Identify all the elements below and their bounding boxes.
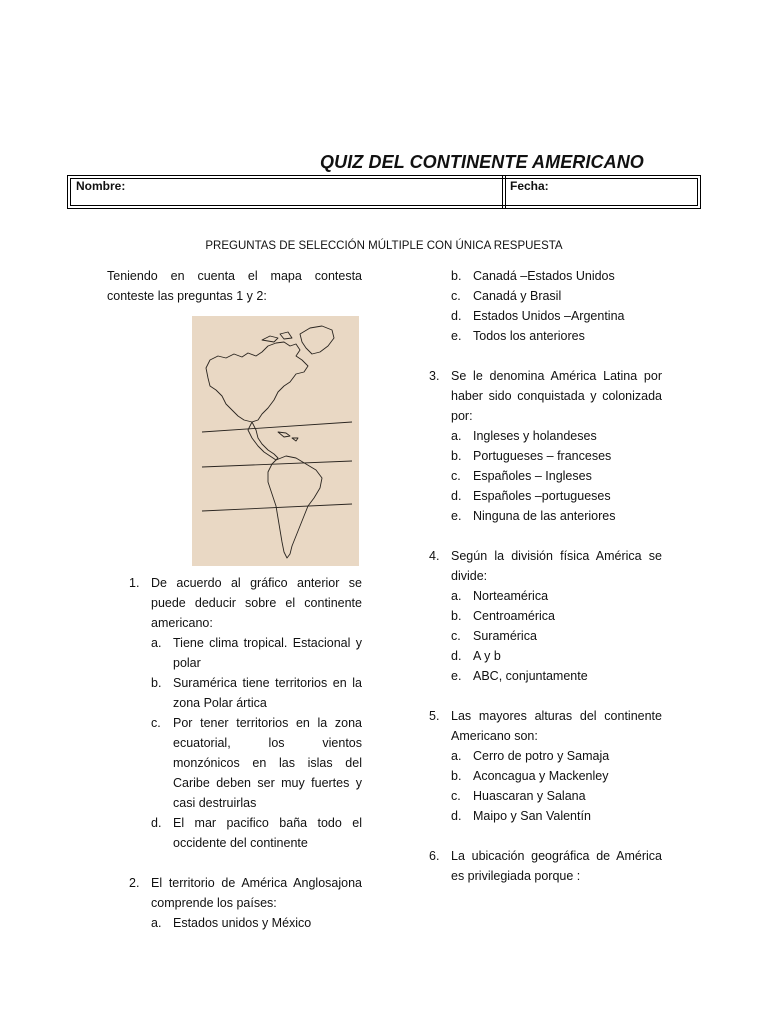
spacer xyxy=(429,526,662,546)
option-text: Estados Unidos –Argentina xyxy=(473,309,625,323)
question-4-options xyxy=(429,586,662,686)
option-text: Españoles – Ingleses xyxy=(473,469,592,483)
question-3-stem xyxy=(429,366,662,426)
option-letter: e. xyxy=(451,509,462,523)
option-c[interactable] xyxy=(451,626,662,646)
question-text: La ubicación geográfica de América es privilegiada porque : xyxy=(451,849,662,883)
question-4-stem xyxy=(429,546,662,586)
option-text: Estados unidos y México xyxy=(173,916,312,930)
option-text: ABC, conjuntamente xyxy=(473,669,588,683)
question-5-options xyxy=(429,746,662,826)
question-number: 1. xyxy=(129,576,140,590)
option-text: Norteamérica xyxy=(473,589,549,603)
question-number: 3. xyxy=(429,369,440,383)
option-letter: b. xyxy=(151,676,162,690)
header-inner-border xyxy=(70,178,698,206)
question-number: 2. xyxy=(129,876,140,890)
option-letter: b. xyxy=(451,769,462,783)
quiz-title: QUIZ DEL CONTINENTE AMERICANO xyxy=(320,152,644,172)
option-letter: d. xyxy=(451,649,462,663)
option-letter: b. xyxy=(451,269,462,283)
question-6-stem xyxy=(429,846,662,886)
option-letter: a. xyxy=(451,749,462,763)
option-b[interactable] xyxy=(451,766,662,786)
option-a[interactable] xyxy=(451,426,662,446)
question-text: De acuerdo al gráfico anterior se puede deducir sobre el continente americano: xyxy=(151,576,362,630)
question-text: Las mayores alturas del continente Americano son: xyxy=(451,709,662,743)
option-letter: c. xyxy=(451,629,461,643)
option-letter: d. xyxy=(451,489,462,503)
option-letter: d. xyxy=(451,309,462,323)
question-5 xyxy=(429,706,662,826)
header-table xyxy=(67,175,701,209)
name-label: Nombre: xyxy=(76,179,126,193)
option-b[interactable] xyxy=(451,266,662,286)
question-2-stem xyxy=(129,873,362,913)
option-text: Canadá –Estados Unidos xyxy=(473,269,615,283)
option-d[interactable] xyxy=(451,486,662,506)
option-text: Centroamérica xyxy=(473,609,555,623)
option-b[interactable] xyxy=(451,446,662,466)
option-text: Ingleses y holandeses xyxy=(473,429,597,443)
option-letter: a. xyxy=(151,916,162,930)
option-letter: a. xyxy=(451,429,462,443)
spacer xyxy=(429,346,662,366)
option-e[interactable] xyxy=(451,326,662,346)
option-letter: d. xyxy=(151,816,162,830)
option-letter: c. xyxy=(151,716,161,730)
intro-block xyxy=(107,266,362,306)
option-d[interactable] xyxy=(451,646,662,666)
question-text: El territorio de América Anglosajona comprende los países: xyxy=(151,876,362,910)
section-title: PREGUNTAS DE SELECCIÓN MÚLTIPLE CON ÚNICA RESPUESTA xyxy=(205,240,563,252)
question-1 xyxy=(129,573,362,853)
option-letter: b. xyxy=(451,449,462,463)
option-d[interactable] xyxy=(151,813,362,853)
question-text: Según la división física América se divide: xyxy=(451,549,662,583)
option-letter: a. xyxy=(451,589,462,603)
option-b[interactable] xyxy=(451,606,662,626)
option-a[interactable] xyxy=(151,913,362,933)
option-text: Suramérica xyxy=(473,629,537,643)
option-text: A y b xyxy=(473,649,501,663)
option-text: Maipo y San Valentín xyxy=(473,809,591,823)
question-1-stem xyxy=(129,573,362,633)
americas-outline-map xyxy=(192,316,359,566)
option-text: Cerro de potro y Samaja xyxy=(473,749,610,763)
option-c[interactable] xyxy=(451,286,662,306)
option-c[interactable] xyxy=(451,786,662,806)
option-a[interactable] xyxy=(151,633,362,673)
option-text: Españoles –portugueses xyxy=(473,489,611,503)
option-e[interactable] xyxy=(451,666,662,686)
option-a[interactable] xyxy=(451,746,662,766)
question-2-options-part2 xyxy=(429,266,662,346)
option-a[interactable] xyxy=(451,586,662,606)
americas-map-image xyxy=(192,316,359,566)
option-e[interactable] xyxy=(451,506,662,526)
option-text: Huascaran y Salana xyxy=(473,789,586,803)
right-column xyxy=(429,266,662,886)
option-d[interactable] xyxy=(451,306,662,326)
option-letter: d. xyxy=(451,809,462,823)
option-letter: e. xyxy=(451,669,462,683)
option-text: Todos los anteriores xyxy=(473,329,585,343)
option-text: El mar pacifico baña todo el occidente del continente xyxy=(173,816,362,850)
option-c[interactable] xyxy=(451,466,662,486)
question-number: 5. xyxy=(429,709,440,723)
header-divider xyxy=(502,176,506,208)
option-b[interactable] xyxy=(151,673,362,713)
option-text: Canadá y Brasil xyxy=(473,289,562,303)
date-label: Fecha: xyxy=(510,179,549,193)
spacer xyxy=(429,686,662,706)
option-letter: e. xyxy=(451,329,462,343)
spacer xyxy=(429,826,662,846)
option-letter: b. xyxy=(451,609,462,623)
option-d[interactable] xyxy=(451,806,662,826)
question-text: Se le denomina América Latina por haber sido conquistada y colonizada por: xyxy=(451,369,662,423)
question-2-options-part1 xyxy=(129,913,362,933)
question-2 xyxy=(129,873,362,933)
option-c[interactable] xyxy=(151,713,362,813)
option-letter: c. xyxy=(451,469,461,483)
question-4 xyxy=(429,546,662,686)
option-text: Suramérica tiene territorios en la zona Polar ártica xyxy=(173,676,362,710)
question-5-stem xyxy=(429,706,662,746)
option-letter: c. xyxy=(451,289,461,303)
option-text: Por tener territorios en la zona ecuatorial, los vientos monzónicos en las islas del Caribe deben ser muy fuertes y casi destruirlas xyxy=(173,716,362,810)
option-text: Tiene clima tropical. Estacional y polar xyxy=(173,636,362,670)
question-number: 6. xyxy=(429,849,440,863)
option-text: Ninguna de las anteriores xyxy=(473,509,616,523)
option-letter: c. xyxy=(451,789,461,803)
question-3 xyxy=(429,366,662,526)
option-text: Portugueses – franceses xyxy=(473,449,612,463)
intro-text: Teniendo en cuenta el mapa contesta conteste las preguntas 1 y 2: xyxy=(107,269,362,303)
option-letter: a. xyxy=(151,636,162,650)
question-3-options xyxy=(429,426,662,526)
question-number: 4. xyxy=(429,549,440,563)
question-1-options xyxy=(129,633,362,853)
question-6 xyxy=(429,846,662,886)
option-text: Aconcagua y Mackenley xyxy=(473,769,609,783)
